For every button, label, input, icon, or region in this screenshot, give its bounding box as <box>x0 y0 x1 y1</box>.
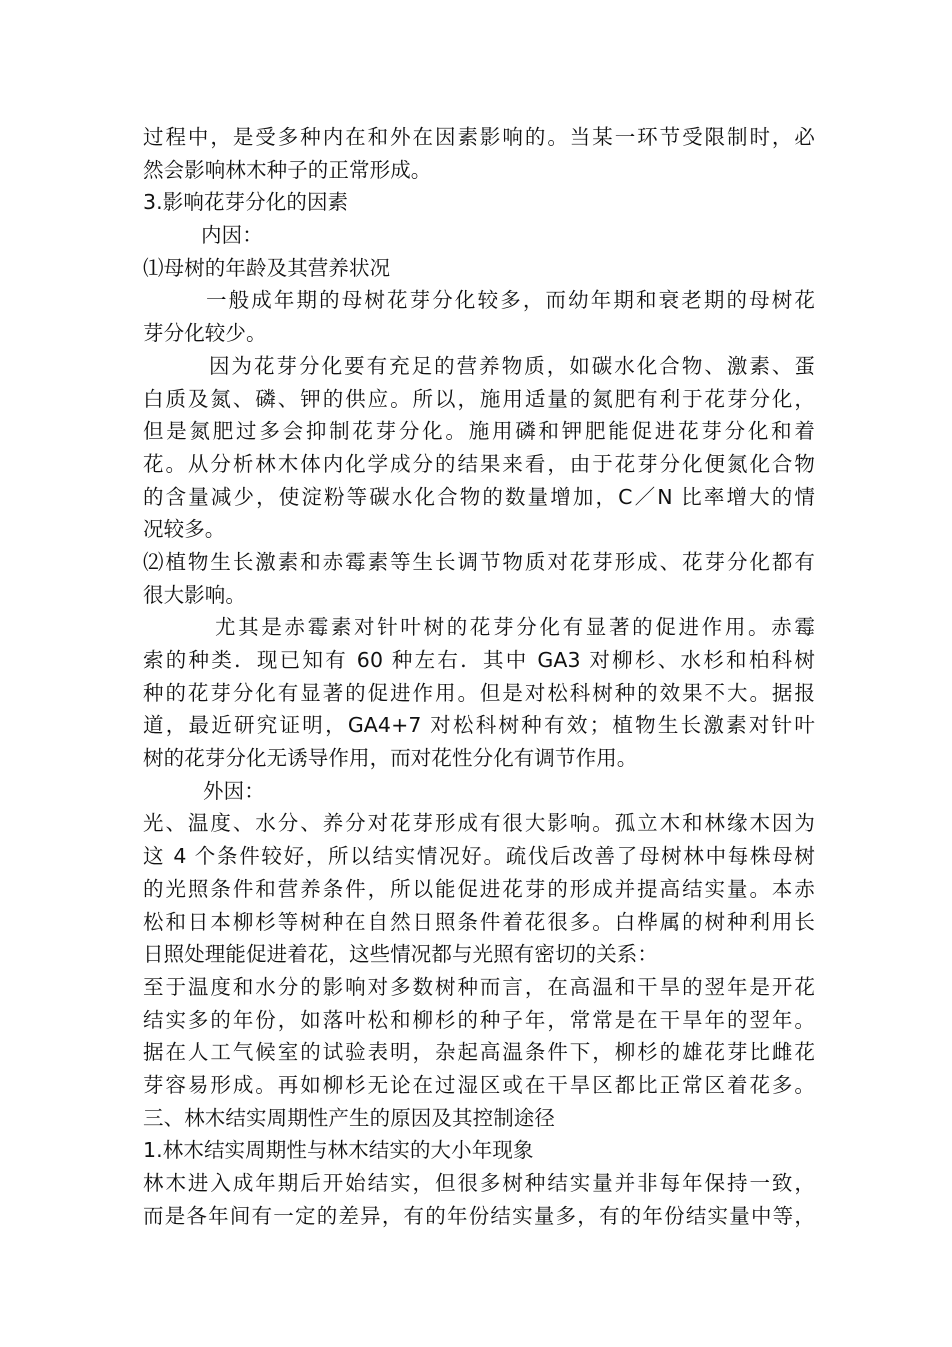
text-line: 但是氮肥过多会抑制花芽分化。施用磷和钾肥能促进花芽分化和着 <box>143 419 815 444</box>
text-line: 过程中，是受多种内在和外在因素影响的。当某一环节受限制时，必 <box>143 125 815 149</box>
text-line: 林木进入成年期后开始结实，但很多树种结实量并非每年保持一致， <box>143 1171 815 1195</box>
text-line: 很大影响。 <box>143 582 246 607</box>
text-line: 的含量减少，使淀粉等碳水化合物的数量增加，C／N 比率增大的情 <box>143 484 815 509</box>
text-line: 花。从分析林木体内化学成分的结果来看，由于花芽分化便氮化合物 <box>143 451 815 476</box>
text-line: 这 4 个条件较好，所以结实情况好。疏伐后改善了母树林中每株母树 <box>143 844 815 869</box>
text-line: 道，最近研究证明，GA4+7 对松科树种有效；植物生长激素对针叶 <box>143 713 815 738</box>
text-line: 种的花芽分化有显著的促进作用。但是对松科树种的效果不大。据报 <box>143 680 815 705</box>
section-heading: 3.影响花芽分化的因素 <box>143 190 349 215</box>
text-line: 白质及氮、磷、钾的供应。所以，施用适量的氮肥有利于花芽分化， <box>143 386 815 411</box>
document-body <box>143 121 815 1232</box>
text-line: 索的种类．现已知有 60 种左右．其中 GA3 对柳杉、水杉和柏科树 <box>143 648 815 672</box>
text-line: 至于温度和水分的影响对多数树种而言，在高温和干旱的翌年是开花 <box>143 974 815 999</box>
text-line: 况较多。 <box>143 517 226 542</box>
section-heading: 三、林木结实周期性产生的原因及其控制途径 <box>143 1105 555 1130</box>
subheading-external-factors: 外因： <box>203 778 265 803</box>
text-line: 的光照条件和营养条件，所以能促进花芽的形成并提高结实量。本赤 <box>143 876 815 901</box>
text-line: ⑴母树的年龄及其营养状况 <box>143 255 391 280</box>
section-heading: 1.林木结实周期性与林木结实的大小年现象 <box>143 1138 534 1163</box>
text-line: 树的花芽分化无诱导作用，而对花性分化有调节作用。 <box>143 746 638 771</box>
text-line: 一般成年期的母树花芽分化较多，而幼年期和衰老期的母树花 <box>206 288 815 313</box>
text-line: 芽容易形成。再如柳杉无论在过湿区或在干旱区都比正常区着花多。 <box>143 1072 815 1097</box>
text-line: 据在人工气候室的试验表明，杂起高温条件下，柳杉的雄花芽比雌花 <box>143 1040 815 1065</box>
text-line: 芽分化较少。 <box>143 321 267 346</box>
text-line: 结实多的年份，如落叶松和柳杉的种子年，常常是在干旱年的翌年。 <box>143 1007 815 1032</box>
subheading-internal-factors: 内因： <box>201 223 263 248</box>
text-line: 松和日本柳杉等树种在自然日照条件着花很多。白桦属的树种利用长 <box>143 909 815 934</box>
text-line: 因为花芽分化要有充足的营养物质，如碳水化合物、激素、蛋 <box>209 353 815 378</box>
text-line: 日照处理能促进着花，这些情况都与光照有密切的关系： <box>143 942 658 967</box>
text-line: 尤其是赤霉素对针叶树的花芽分化有显著的促进作用。赤霉 <box>215 615 815 640</box>
text-line: 光、温度、水分、养分对花芽形成有很大影响。孤立木和林缘木因为 <box>143 811 815 836</box>
text-line: 然会影响林木种子的正常形成。 <box>143 157 432 182</box>
text-line: 而是各年间有一定的差异，有的年份结实量多，有的年份结实量中等， <box>143 1203 815 1228</box>
text-line: ⑵植物生长激素和赤霉素等生长调节物质对花芽形成、花芽分化都有 <box>143 549 815 574</box>
